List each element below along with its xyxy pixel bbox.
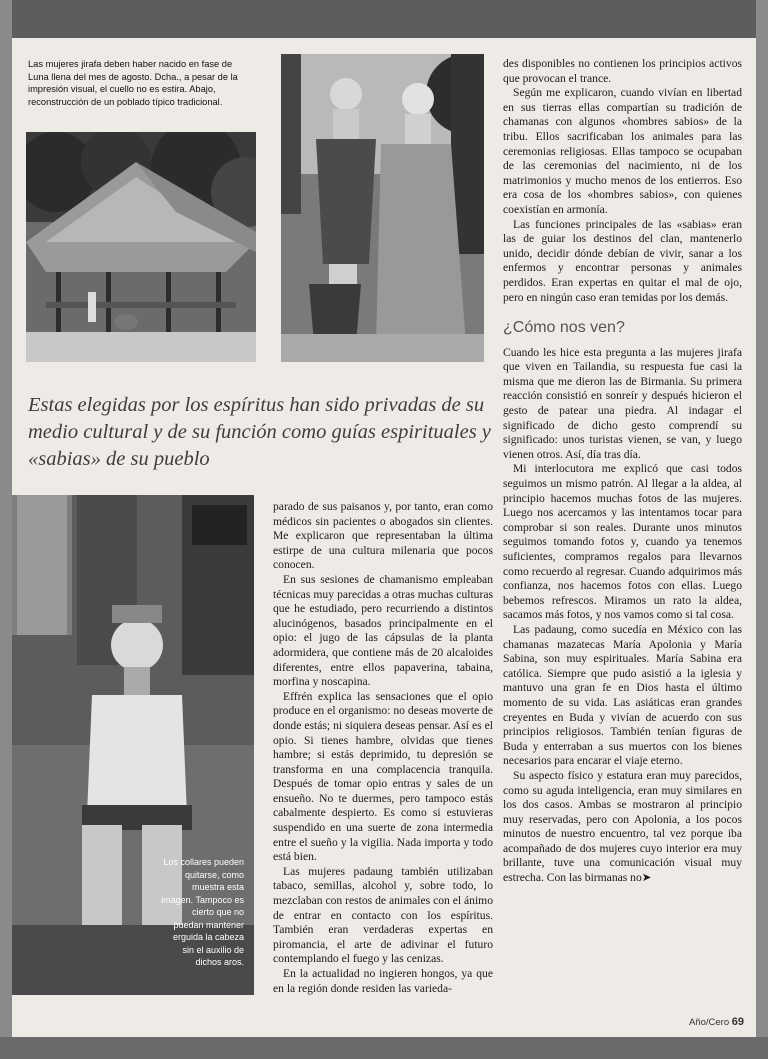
scan-border-right <box>756 0 768 1059</box>
women-illustration <box>281 54 484 362</box>
women-photo <box>281 54 484 362</box>
paragraph: Las funciones principales de las «sabias» eran las de guiar los destinos del clan, mantenerlo unido, decidir dónde debían de vivir, sanar a los enfermos y encontrar personas y animales perdidos. Eran expertas en quitar el mal de ojo, pero en ningún caso eran temidas por los demás. <box>503 217 742 304</box>
paragraph: En sus sesiones de chamanismo empleaban técnicas muy parecidas a otras muchas culturas que he estudiado, pero recurriendo a distintos alucinógenos, basados principalmente en el opio: el jugo de las cápsulas de la planta adormidera, que contiene más de 20 alcaloides diferentes, entre ellos papaverina, tabaina, morfina y noscapina. <box>273 572 493 689</box>
paragraph: Las padaung, como sucedía en México con las chamanas mazatecas María Apolonia y María Sabina, son muy espirituales. María Sabina era católica. Siempre que pudo asistió a la iglesia y mantuvo una gran fe en Dios hasta el último momento de su vida. Las asiáticas eran grandes creyentes en Buda y vivían de acuerdo con sus principios religiosos. También tenían figuras de Buda y enterraban a sus muertos con los bienes necesarios para encarar el viaje eterno. <box>503 622 742 768</box>
right-column <box>503 57 742 886</box>
paragraph: Las mujeres padaung también utilizaban tabaco, semillas, alcohol y, sobre todo, lo mezclaban con restos de animales con el ánimo de entrar en contacto con los espíritus. También eran verdaderas expertas en piromancia, el arte de adivinar el futuro contemplando el fuego y las cenizas. <box>273 864 493 966</box>
paragraph: En la actualidad no ingieren hongos, ya que en la región donde residen las varieda- <box>273 967 493 995</box>
child-photo <box>12 495 254 995</box>
paragraph: Su aspecto físico y estatura eran muy parecidos, como su aguda inteligencia, eran muy similares en los dos casos. Ambas se mostraron al principio muy reservadas, pero con Apolonia, a los pocos minutos de nuestro encuentro, tal vez porque iba acompañado de dos mujeres cuyo interior era muy brillante, tuve una comunicación visual muy estrecha. Con las birmanas no➤ <box>503 768 742 885</box>
paragraph: Según me explicaron, cuando vivían en libertad en sus tierras ellas compartían su tradición de chamanas con algunos «hombres sabios» de la tribu. Ellos sacrificaban los animales para las ceremonias religiosas. Ellas tampoco se ocupaban de las ceremonias del nacimiento, ni de los matrimonios y mucho menos de los entierros. Eso era cosa de los «hombres sabios», con quienes coexistían en armonía. <box>503 86 742 216</box>
paragraph: Cuando les hice esta pregunta a las mujeres jirafa que viven en Tailandia, su respuesta fue casi la misma que me dieron las de Birmania. Su primera reacción consistió en sonreír y después hicieron el gesto de patear una piedra. Al indagar el significado de dicho gesto comprendí su significado: unos turistas vienen, se van, y luego vienen otros. Así, día tras día. <box>503 345 742 461</box>
paragraph: Effrén explica las sensaciones que el opio produce en el organismo: no deseas moverte de donde estás; ni siquiera deseas pensar. Así es el opio. Si tienes hambre, olvidas que tienes hambre; si estás deprimido, tu depresión se transforma en una complacencia tranquila. Después de tomar opio entras y sales de un ensueño. No te duermes, pero tampoco estás cabalmente despierto. Es como si estuvieras suspendido en una suerte de zona intermedia entre el sueño y la vigilia. Nada importa y todo está bien. <box>273 689 493 864</box>
hut-photo <box>26 132 256 362</box>
page-footer <box>689 1016 744 1028</box>
paragraph: parado de sus paisanos y, por tanto, eran como médicos sin pacientes o abogados sin clientes. Me explicaron que representaban la última estirpe de una cultura milenaria que pocos conocen. <box>273 500 493 572</box>
scan-border-bottom <box>0 1037 768 1059</box>
section-heading: ¿Cómo nos ven? <box>503 319 625 337</box>
pull-quote: Estas elegidas por los espíritus han sido privadas de su medio cultural y de su función como guías espirituales y «sabias» de su pueblo <box>28 394 491 470</box>
paragraph: Mi interlocutora me explicó que casi todos seguimos un mismo patrón. Al llegar a la aldea, al principio hacemos muchas fotos de las mujeres. Luego nos acercamos y las intentamos tocar para comprobar si son reales. Durante unos minutos seguimos tomando fotos y, cuando ya tenemos suficientes, compramos regalos para llevarnos como recuerdo al regresar. Cuando adquirimos más confianza, nos hacemos fotos con ellas. Luego bebemos refrescos. Miramos un rato la aldea, sacamos más fotos, y nos vamos como si tal cosa. <box>503 462 742 622</box>
paragraph: des disponibles no contienen los principios activos que provocan el trance. <box>503 57 742 85</box>
scan-border-left <box>0 0 12 1059</box>
hut-illustration <box>26 132 256 362</box>
photo-caption-top: Las mujeres jirafa deben haber nacido en fase de Luna llena del mes de agosto. Dcha., a pesar de la impresión visual, el cuello no es estira. Abajo, reconstrucción de un poblado típico tradicional. <box>28 59 238 107</box>
middle-column <box>273 500 493 996</box>
magazine-brand: Año/Cero <box>688 1017 730 1028</box>
page-number: 69 <box>731 1016 744 1028</box>
scan-border-top <box>0 0 768 38</box>
child-photo-caption: Los collares pueden quitarse, como muestra esta imagen. Tampoco es cierto que no puedan mantener erguida la cabeza sin el auxilio de dichos aros. <box>161 857 244 967</box>
